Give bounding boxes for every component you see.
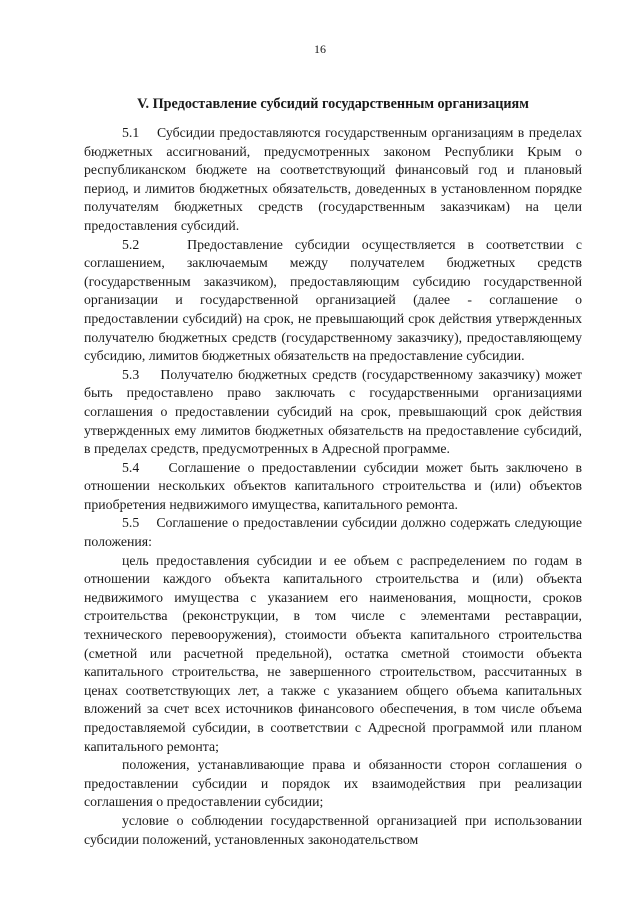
paragraph-5-5-item-rights: положения, устанавливающие права и обязанности сторон соглашения о предоставлении субсидии и порядок их взаимодействия при реализации соглашения о предоставлении субсидии; [84, 757, 582, 810]
paragraph-5-2: 5.2 Предоставление субсидии осуществляется в соответствии с соглашением, заключаемым между получателем бюджетных средств (государственным заказчиком), предоставляющим субсидию государственной организации и государственной организацией (далее - соглашение о предоставлении субсидий) на срок, не превышающий срок действия утвержденных получателю бюджетных средств (государственному заказчику), предоставляющему субсидию, лимитов бюджетных обязательств на предоставление субсидии. [84, 236, 582, 364]
section-title: V. Предоставление субсидий государственным организациям [137, 96, 529, 112]
document-body [84, 124, 582, 849]
paragraph-5-4: 5.4 Соглашение о предоставлении субсидии может быть заключено в отношении нескольких объектов капитального строительства и (или) объектов приобретения недвижимого имущества, капитального ремонта. [84, 459, 582, 512]
paragraph-5-5: 5.5 Соглашение о предоставлении субсидии должно содержать следующие положения: [84, 515, 582, 550]
paragraph-5-3: 5.3 Получателю бюджетных средств (государственному заказчику) может быть предоставлено право заключать с государственными организациями соглашения о предоставлении субсидий на срок, превышающий срок действия утвержденных ему лимитов бюджетных обязательств на предоставление субсидий, в пределах средств, предусмотренных в Адресной программе. [84, 366, 582, 457]
paragraph-5-1: 5.1 Субсидии предоставляются государственным организациям в пределах бюджетных ассигнований, предусмотренных законом Республики Крым о республиканском бюджете на соответствующий финансовый год и плановый период, и лимитов бюджетных обязательств, доведенных в установленном порядке получателям бюджетных средств (государственным заказчикам) на цели предоставления субсидий. [84, 125, 582, 233]
page-number: 16 [314, 42, 326, 56]
paragraph-5-5-item-goal: цель предоставления субсидии и ее объем с распределением по годам в отношении каждого объекта капитального строительства и (или) объекта недвижимого имущества с указанием его наименования, мощности, сроков строительства (реконструкции, в том числе с элементами реставрации, технического перевооружения), стоимости объекта капитального строительства (сметной или расчетной предельной), остатка сметной стоимости объекта капитального строительства, не завершенного строительством, рассчитанных в ценах соответствующих лет, а также с указанием общего объема капитальных вложений за счет всех источников финансового обеспечения, в том числе объема предоставляемой субсидии, в соответствии с Адресной программой или планом капитального ремонта; [84, 552, 582, 754]
paragraph-5-5-item-condition: условие о соблюдении государственной организацией при использовании субсидии положений, установленных законодательством [84, 812, 582, 847]
